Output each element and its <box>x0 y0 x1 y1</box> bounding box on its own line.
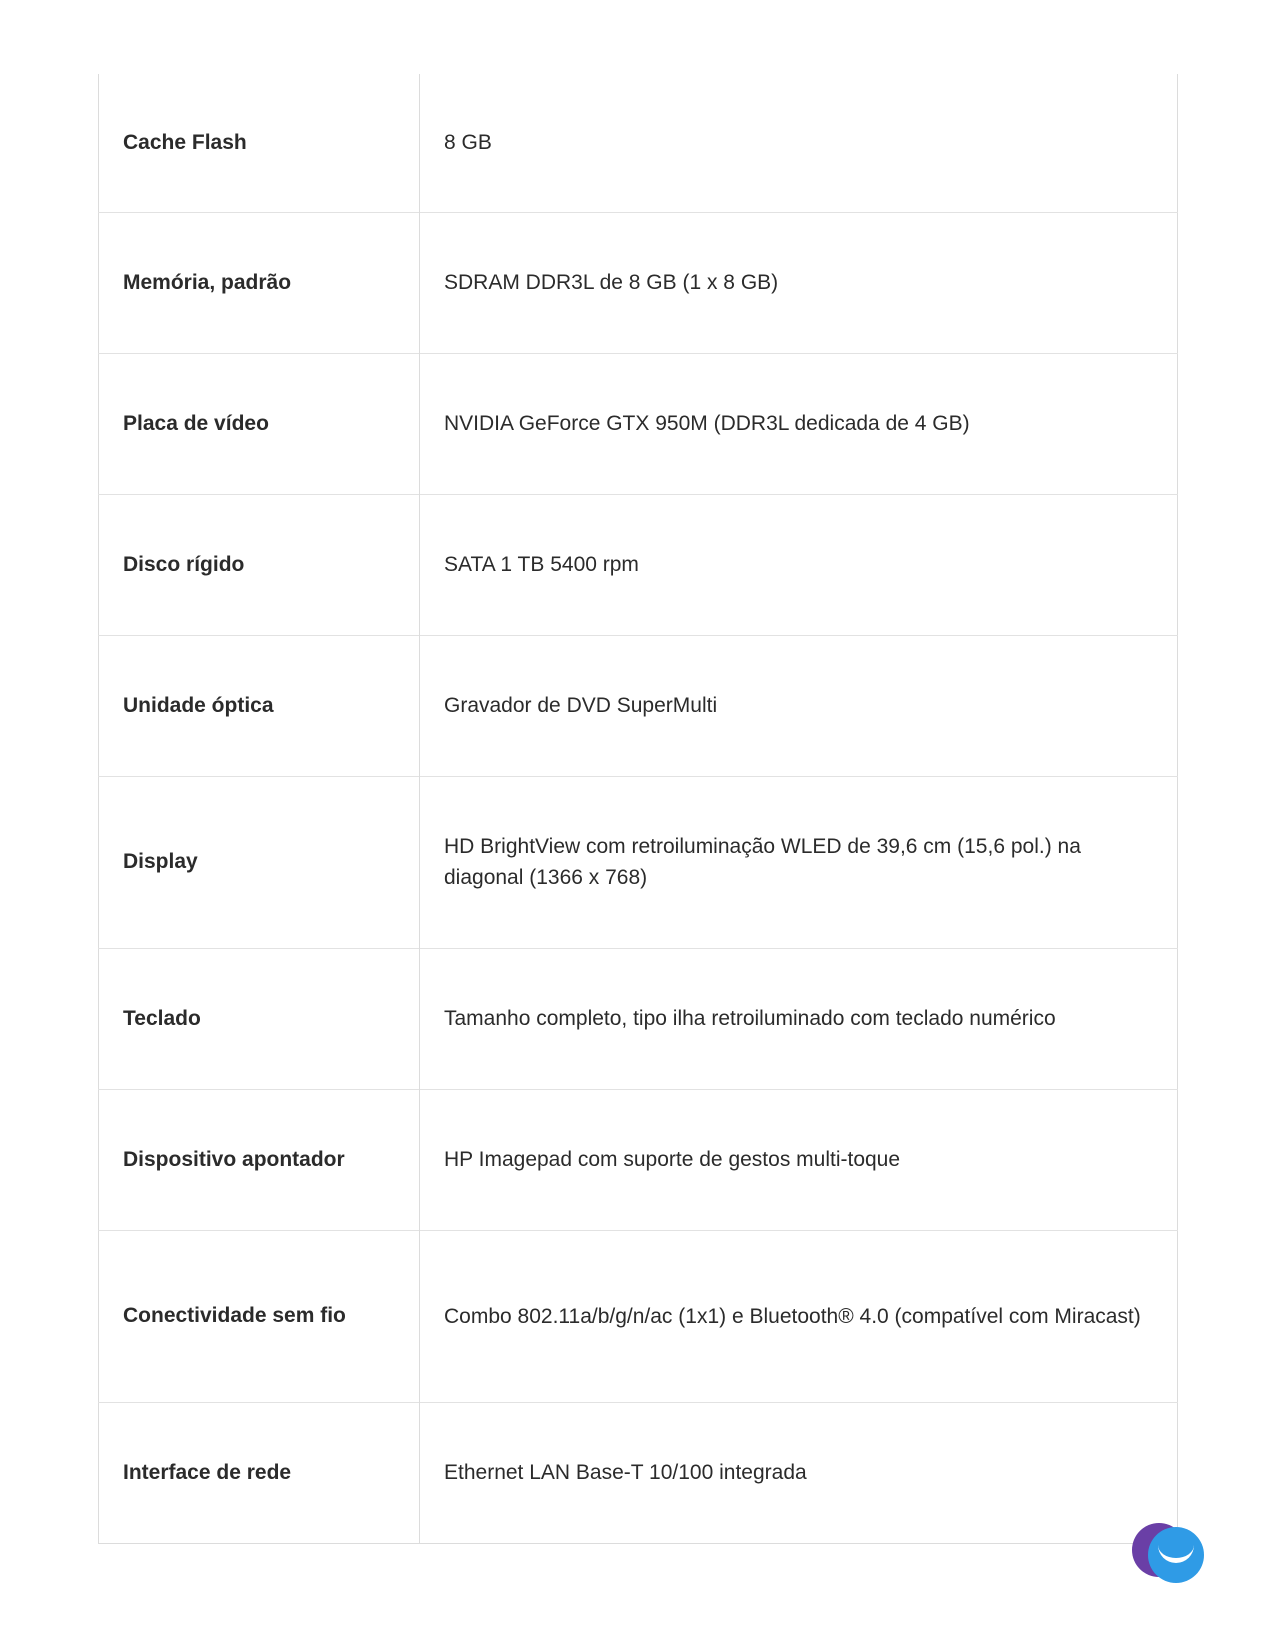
spec-value: Tamanho completo, tipo ilha retroiluminado com teclado numérico <box>444 1007 1056 1030</box>
spec-row-memory <box>99 212 1178 353</box>
spec-row-wireless <box>99 1230 1178 1402</box>
spec-value: HD BrightView com retroiluminação WLED de 39,6 cm (15,6 pol.) na diagonal (1366 x 768) <box>444 835 1081 889</box>
spec-label: Display <box>99 776 420 948</box>
spec-value: Ethernet LAN Base-T 10/100 integrada <box>444 1461 807 1484</box>
spec-row-display <box>99 776 1178 948</box>
specifications-table <box>98 74 1178 1544</box>
spec-value: SDRAM DDR3L de 8 GB (1 x 8 GB) <box>444 271 779 294</box>
spec-label: Interface de rede <box>99 1402 420 1543</box>
chat-assistant-icon <box>1148 1527 1204 1583</box>
spec-label: Teclado <box>99 948 420 1089</box>
spec-label: Dispositivo apontador <box>99 1089 420 1230</box>
spec-value: Combo 802.11a/b/g/n/ac (1x1) e Bluetooth® 4.0 (compatível com Miracast) <box>444 1304 1141 1328</box>
spec-value: 8 GB <box>444 131 492 155</box>
spec-row-video-card <box>99 353 1178 494</box>
chat-assistant-button[interactable] <box>1132 1523 1206 1579</box>
spec-value: NVIDIA GeForce GTX 950M (DDR3L dedicada de 4 GB) <box>444 412 970 435</box>
spec-label: Conectividade sem fio <box>99 1230 420 1402</box>
spec-label: Unidade óptica <box>99 635 420 776</box>
spec-value: SATA 1 TB 5400 rpm <box>444 553 639 576</box>
spec-row-keyboard <box>99 948 1178 1089</box>
spec-row-network-interface <box>99 1402 1178 1543</box>
spec-value: HP Imagepad com suporte de gestos multi-toque <box>444 1148 901 1171</box>
spec-row-pointing-device <box>99 1089 1178 1230</box>
smile-icon <box>1158 1537 1194 1563</box>
spec-row-optical-drive <box>99 635 1178 776</box>
spec-row-hard-drive <box>99 494 1178 635</box>
spec-label: Cache Flash <box>99 74 420 212</box>
spec-label: Memória, padrão <box>99 212 420 353</box>
spec-label: Placa de vídeo <box>99 353 420 494</box>
spec-row-cache-flash <box>99 74 1178 212</box>
spec-label: Disco rígido <box>99 494 420 635</box>
spec-value: Gravador de DVD SuperMulti <box>444 694 718 717</box>
